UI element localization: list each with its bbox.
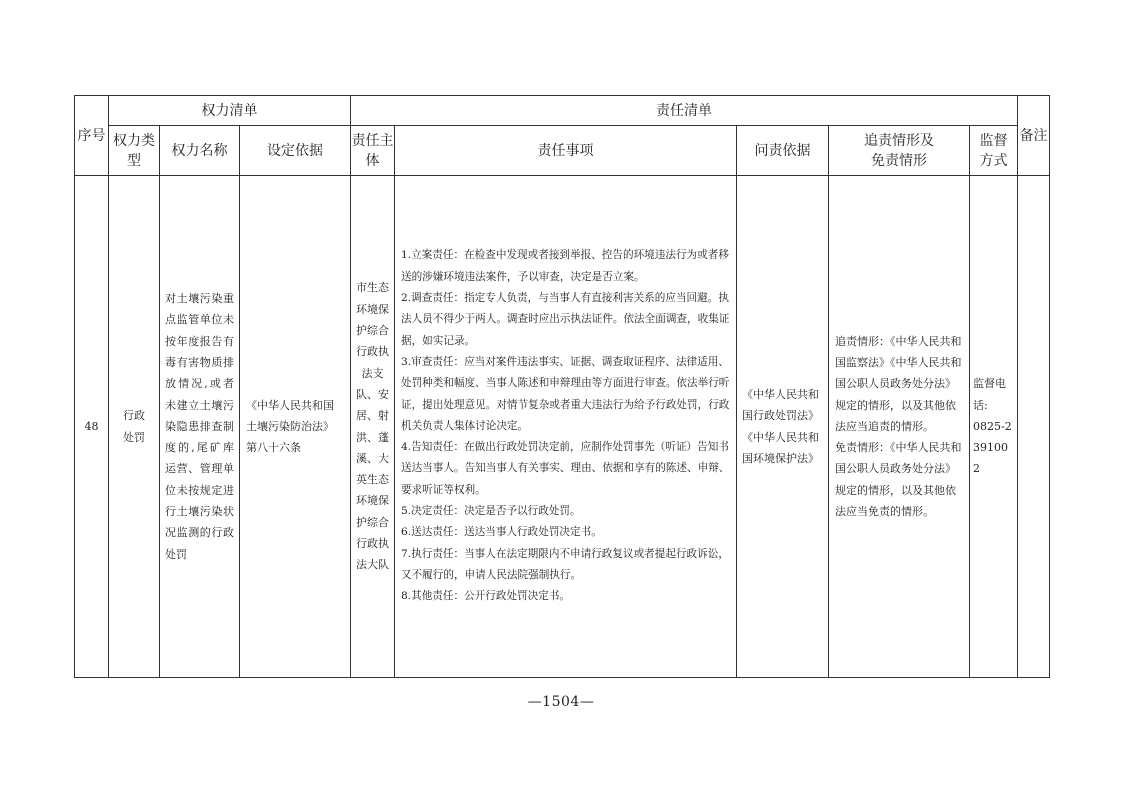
acc-situation-accountability: 追责情形：《中华人民共和国监察法》《中华人民共和国公职人员政务处分法》规定的情形，以及其他依法应当追责的情形。	[835, 334, 962, 433]
row-power-name: 对土壤污染重点监管单位未按年度报告有毒有害物质排放情况,或者未建立土壤污染隐患排查制度的,尾矿库运营、管理单位未按规定进行土壤污染状况监测的行政处罚	[160, 176, 240, 678]
responsibility-table	[74, 95, 1050, 678]
supervise-label: 监督电话:	[973, 377, 1006, 412]
row-remarks	[1018, 176, 1050, 678]
row-seq: 48	[75, 176, 109, 678]
item-6: 6.送达责任：送达当事人行政处罚决定书。	[401, 526, 602, 539]
header-items: 责任事项	[395, 126, 737, 176]
footer-dash-right: —	[579, 694, 595, 710]
row-subject: 市生态环境保护综合行政执法支队、安居、射洪、蓬溪、大英生态环境保护综合行政执法大队	[351, 176, 395, 678]
item-4: 4.告知责任：在做出行政处罚决定前，应制作处罚事先（听证）告知书送达当事人。告知当事人有关事实、理由、依据和享有的陈述、申辩、要求听证等权利。	[401, 441, 730, 496]
page-number: 1504	[542, 694, 580, 710]
item-2: 2.调查责任：指定专人负责，与当事人有直接利害关系的应当回避。执法人员不得少于两人。调查时应出示执法证件。依法全面调查，收集证据，如实记录。	[401, 292, 730, 347]
header-seq: 序号	[75, 96, 109, 176]
row-power-type: 行政处罚	[109, 176, 160, 678]
row-acc-situation	[829, 176, 970, 678]
header-acc-basis: 问责依据	[737, 126, 829, 176]
row-basis: 《中华人民共和国土壤污染防治法》第八十六条	[240, 176, 351, 678]
header-subject: 责任主体	[351, 126, 395, 176]
header-resp-list: 责任清单	[351, 96, 1018, 126]
header-power-list: 权力清单	[109, 96, 351, 126]
acc-situation-exemption: 免责情形：《中华人民共和国公职人员政务处分法》规定的情形，以及其他依法应当免责的情形。	[835, 441, 962, 519]
header-power-name: 权力名称	[160, 126, 240, 176]
header-supervise: 监督方式	[970, 126, 1018, 176]
item-3: 3.审查责任：应当对案件违法事实、证据、调查取证程序、法律适用、处罚种类和幅度、当事人陈述和申辩理由等方面进行审查。依法举行听证，提出处理意见。对情节复杂或者重大违法行为给予行政处罚，行政机关负责人集体讨论决定。	[401, 355, 730, 432]
header-basis: 设定依据	[240, 126, 351, 176]
page-footer	[0, 694, 1122, 710]
header-power-type: 权力类型	[109, 126, 160, 176]
supervise-phone: 0825-2391002	[973, 419, 1012, 476]
table-row	[75, 176, 1050, 678]
row-acc-basis: 《中华人民共和国行政处罚法》《中华人民共和国环境保护法》	[737, 176, 829, 678]
item-8: 8.其他责任：公开行政处罚决定书。	[401, 590, 571, 603]
item-1: 1.立案责任：在检查中发现或者接到举报、控告的环境违法行为或者移送的涉嫌环境违法案件，予以审查，决定是否立案。	[401, 249, 729, 283]
row-supervise	[970, 176, 1018, 678]
item-7: 7.执行责任：当事人在法定期限内不申请行政复议或者提起行政诉讼，又不履行的，申请人民法院强制执行。	[401, 547, 729, 581]
footer-dash-left: —	[527, 694, 543, 710]
header-remarks: 备注	[1018, 96, 1050, 176]
row-items	[395, 176, 737, 678]
header-acc-situation: 追责情形及免责情形	[829, 126, 970, 176]
item-5: 5.决定责任：决定是否予以行政处罚。	[401, 505, 581, 518]
